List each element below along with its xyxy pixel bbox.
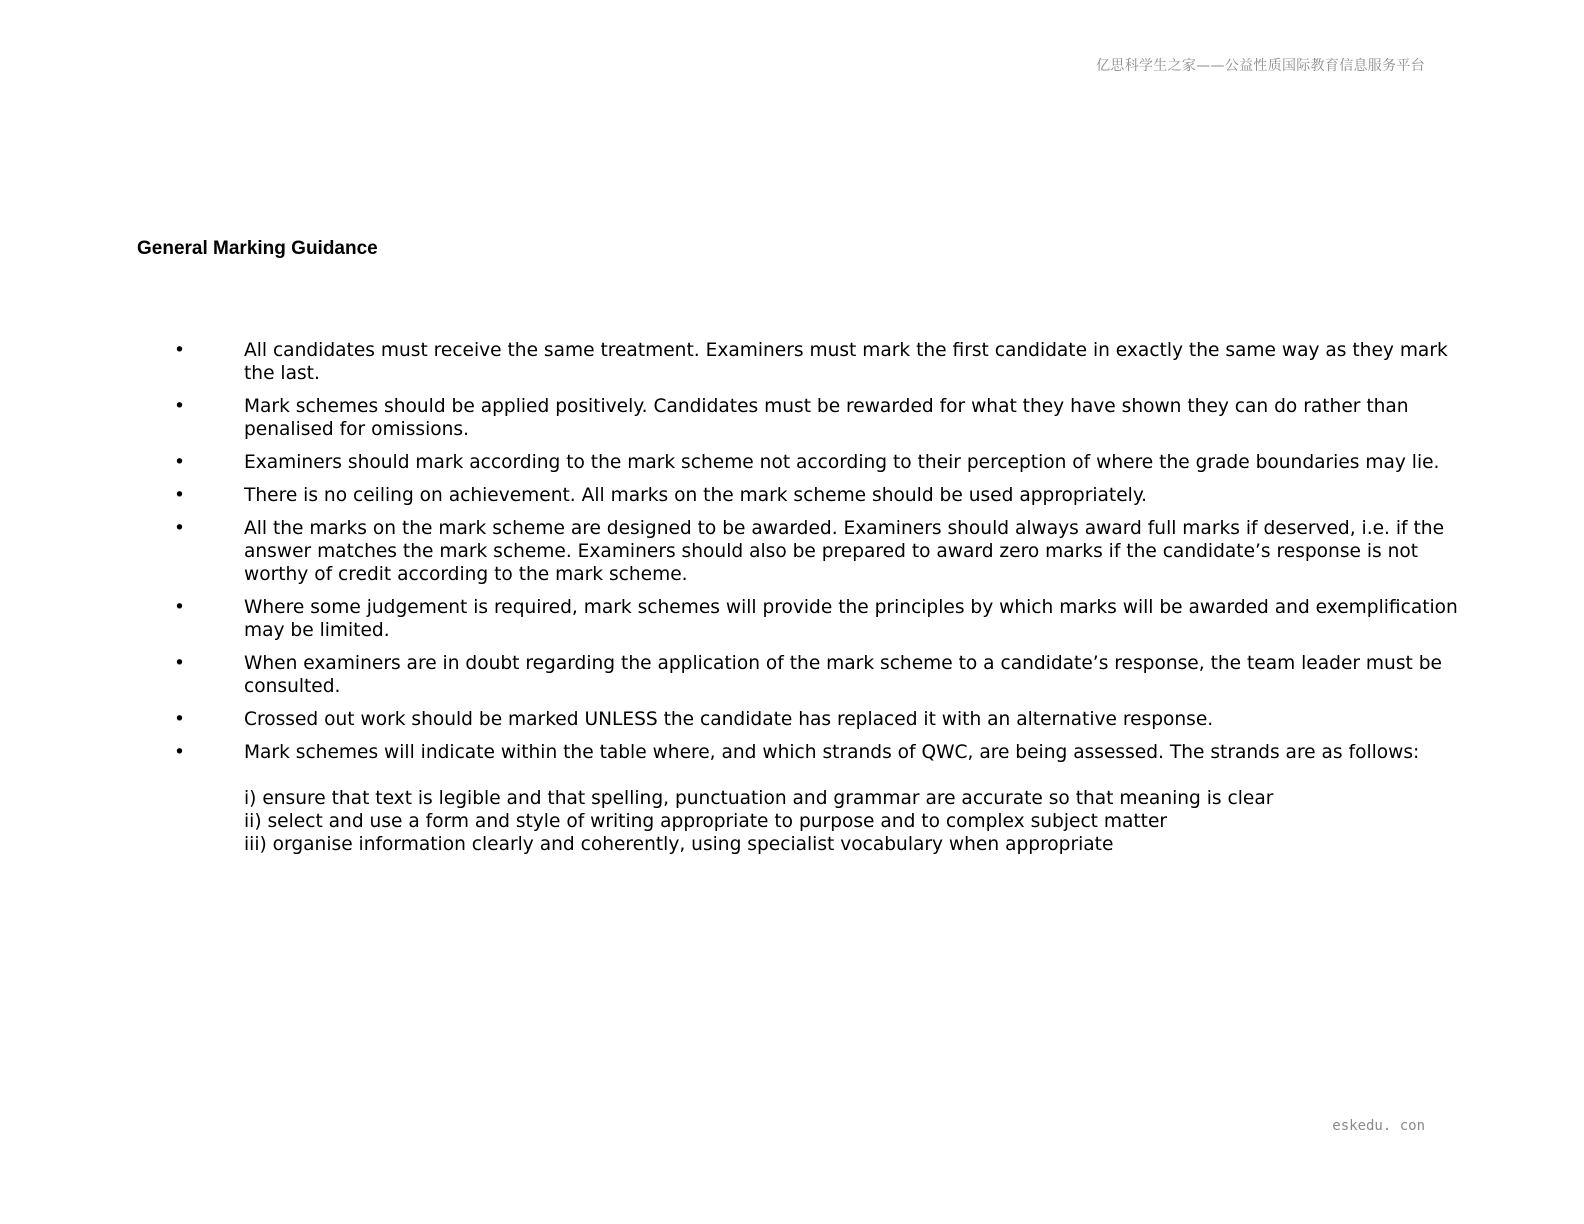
guidance-text: Where some judgement is required, mark schemes will provide the principles by which marks will be awarded and exemplification may be limited.	[244, 597, 1458, 641]
qwc-strands	[244, 787, 1464, 856]
guidance-item-7	[174, 652, 1464, 698]
guidance-text: Mark schemes will indicate within the table where, and which strands of QWC, are being assessed. The strands are as follows:	[244, 742, 1420, 763]
guidance-item-5	[174, 517, 1464, 586]
bullet-icon: •	[174, 709, 185, 730]
guidance-text: Crossed out work should be marked UNLESS the candidate has replaced it with an alternative response.	[244, 709, 1214, 730]
header-watermark: 亿思科学生之家——公益性质国际教育信息服务平台	[1096, 58, 1425, 74]
bullet-icon: •	[174, 597, 185, 618]
strand-line: iii) organise information clearly and coherently, using specialist vocabulary when appropriate	[244, 834, 1114, 855]
guidance-list	[174, 339, 1464, 866]
guidance-text: All candidates must receive the same treatment. Examiners must mark the first candidate in exactly the same way as they mark the last.	[244, 340, 1448, 384]
bullet-icon: •	[174, 518, 185, 539]
guidance-text: All the marks on the mark scheme are designed to be awarded. Examiners should always award full marks if deserved, i.e. if the answer matches the mark scheme. Examiners should also be prepared to award zero marks if the candidate’s response is not worthy of credit according to the mark scheme.	[244, 518, 1445, 585]
bullet-icon: •	[174, 340, 185, 361]
page-title: General Marking Guidance	[137, 238, 378, 259]
bullet-icon: •	[174, 742, 185, 763]
bullet-icon: •	[174, 396, 185, 417]
footer-watermark: eskedu. con	[1332, 1118, 1425, 1134]
guidance-item-2	[174, 395, 1464, 441]
guidance-item-4	[174, 484, 1464, 507]
bullet-icon: •	[174, 452, 185, 473]
guidance-text: When examiners are in doubt regarding the application of the mark scheme to a candidate’s response, the team leader must be consulted.	[244, 653, 1442, 697]
guidance-item-8	[174, 708, 1464, 731]
strand-line: ii) select and use a form and style of writing appropriate to purpose and to complex subject matter	[244, 811, 1168, 832]
guidance-item-1	[174, 339, 1464, 385]
bullet-icon: •	[174, 653, 185, 674]
guidance-text: There is no ceiling on achievement. All marks on the mark scheme should be used appropriately.	[244, 485, 1148, 506]
bullet-icon: •	[174, 485, 185, 506]
guidance-item-6	[174, 596, 1464, 642]
guidance-item-9	[174, 741, 1464, 856]
strand-line: i) ensure that text is legible and that spelling, punctuation and grammar are accurate so that meaning is clear	[244, 788, 1274, 809]
guidance-item-3	[174, 451, 1464, 474]
guidance-text: Mark schemes should be applied positively. Candidates must be rewarded for what they have shown they can do rather than penalised for omissions.	[244, 396, 1409, 440]
guidance-text: Examiners should mark according to the mark scheme not according to their perception of where the grade boundaries may lie.	[244, 452, 1440, 473]
